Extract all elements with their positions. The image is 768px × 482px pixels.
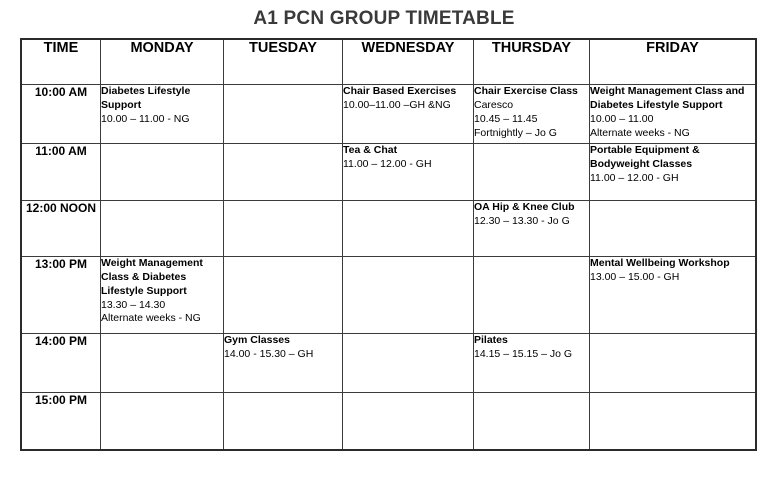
header-friday: FRIDAY (590, 39, 757, 85)
slot-wednesday (343, 85, 474, 144)
slot-thursday (474, 201, 590, 257)
header-time: TIME (21, 39, 101, 85)
timetable-body (21, 85, 756, 451)
time-label: 14:00 PM (21, 334, 101, 393)
event-detail: 13.00 – 15.00 - GH (590, 270, 680, 283)
event-detail: 12.30 – 13.30 - Jo G (474, 214, 570, 227)
event-detail: Caresco (474, 98, 514, 111)
slot-monday (101, 393, 224, 451)
slot-tuesday (224, 201, 343, 257)
table-row (21, 85, 756, 144)
slot-friday (590, 201, 757, 257)
event-detail: 10.00 – 11.00 - NG (101, 112, 190, 125)
slot-wednesday (343, 334, 474, 393)
slot-tuesday (224, 334, 343, 393)
table-row (21, 334, 756, 393)
slot-friday (590, 144, 757, 201)
slot-thursday (474, 257, 590, 334)
event-detail: Fortnightly – Jo G (474, 126, 557, 139)
table-row (21, 144, 756, 201)
slot-monday (101, 201, 224, 257)
event-title: Chair Exercise Class (474, 85, 578, 97)
slot-thursday (474, 85, 590, 144)
slot-monday (101, 85, 224, 144)
event-detail: 14.15 – 15.15 – Jo G (474, 347, 573, 360)
slot-monday (101, 334, 224, 393)
event-title: Gym Classes (224, 334, 290, 346)
event-title: Weight Management Class and Diabetes Lifestyle Support (590, 85, 745, 111)
slot-wednesday (343, 201, 474, 257)
slot-tuesday (224, 257, 343, 334)
table-row (21, 393, 756, 451)
time-label: 12:00 NOON (21, 201, 101, 257)
slot-tuesday (224, 393, 343, 451)
table-row (21, 201, 756, 257)
event-detail: Alternate weeks - NG (101, 312, 201, 325)
event-title: Tea & Chat (343, 144, 398, 156)
event-title: Diabetes Lifestyle Support (101, 85, 191, 111)
slot-thursday (474, 144, 590, 201)
page-title: A1 PCN GROUP TIMETABLE (253, 8, 515, 29)
slot-friday (590, 393, 757, 451)
slot-monday (101, 257, 224, 334)
slot-tuesday (224, 85, 343, 144)
event-title: Weight Management Class & Diabetes Lifestyle Support (101, 257, 203, 297)
header-row (21, 39, 756, 85)
event-detail: 11.00 – 12.00 - GH (343, 157, 432, 170)
slot-wednesday (343, 393, 474, 451)
slot-thursday (474, 393, 590, 451)
header-wednesday: WEDNESDAY (343, 39, 474, 85)
event-detail: 10.00 – 11.00 (590, 112, 654, 125)
header-tuesday: TUESDAY (224, 39, 343, 85)
timetable-header (21, 39, 756, 85)
event-detail: 11.00 – 12.00 - GH (590, 171, 679, 184)
slot-tuesday (224, 144, 343, 201)
slot-friday (590, 334, 757, 393)
event-title: Mental Wellbeing Workshop (590, 257, 730, 269)
event-detail: 10.45 – 11.45 (474, 112, 538, 125)
time-label: 11:00 AM (21, 144, 101, 201)
slot-thursday (474, 334, 590, 393)
event-title: Portable Equipment & Bodyweight Classes (590, 144, 700, 170)
slot-wednesday (343, 257, 474, 334)
timetable (20, 38, 757, 451)
slot-friday (590, 85, 757, 144)
event-title: Pilates (474, 334, 508, 346)
event-detail: Alternate weeks - NG (590, 126, 690, 139)
event-title: OA Hip & Knee Club (474, 201, 575, 213)
time-label: 15:00 PM (21, 393, 101, 451)
header-thursday: THURSDAY (474, 39, 590, 85)
time-label: 13:00 PM (21, 257, 101, 334)
event-detail: 13.30 – 14.30 (101, 298, 166, 311)
time-label: 10:00 AM (21, 85, 101, 144)
event-title: Chair Based Exercises (343, 85, 457, 97)
slot-friday (590, 257, 757, 334)
slot-wednesday (343, 144, 474, 201)
event-detail: 14.00 - 15.30 – GH (224, 347, 314, 360)
header-monday: MONDAY (101, 39, 224, 85)
event-detail: 10.00–11.00 –GH &NG (343, 98, 451, 111)
table-row (21, 257, 756, 334)
slot-monday (101, 144, 224, 201)
